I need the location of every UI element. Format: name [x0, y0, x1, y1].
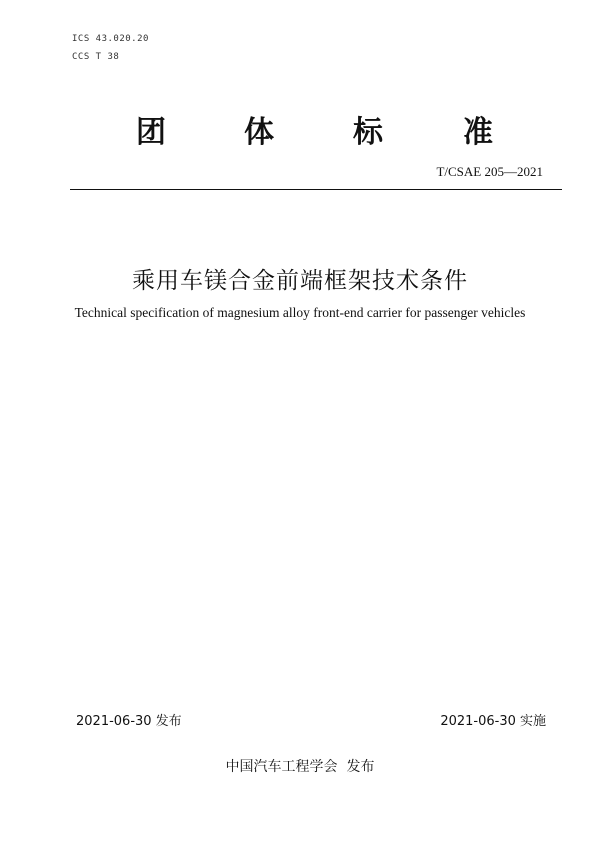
- standard-type-heading: [0, 107, 600, 150]
- standard-type-char-4: 准: [463, 115, 493, 150]
- standard-type-char-3: 标: [353, 115, 383, 150]
- standard-number: T/CSAE 205—2021: [436, 164, 543, 179]
- standard-type-char-2: 体: [244, 115, 274, 150]
- header-divider: [70, 189, 562, 190]
- standard-type-char-1: 团: [136, 115, 166, 150]
- ics-code: ICS 43.020.20: [72, 34, 149, 44]
- ccs-code: CCS T 38: [72, 52, 120, 62]
- implementation-date: 2021-06-30 实施: [440, 714, 546, 729]
- issue-date: 2021-06-30 发布: [76, 714, 182, 729]
- publisher: 中国汽车工程学会 发布: [225, 759, 375, 775]
- document-title-chinese: 乘用车镁合金前端框架技术条件: [132, 268, 468, 294]
- document-title-english: Technical specification of magnesium alloy front-end carrier for passenger vehicles: [74, 305, 526, 320]
- classification-codes: [72, 30, 149, 66]
